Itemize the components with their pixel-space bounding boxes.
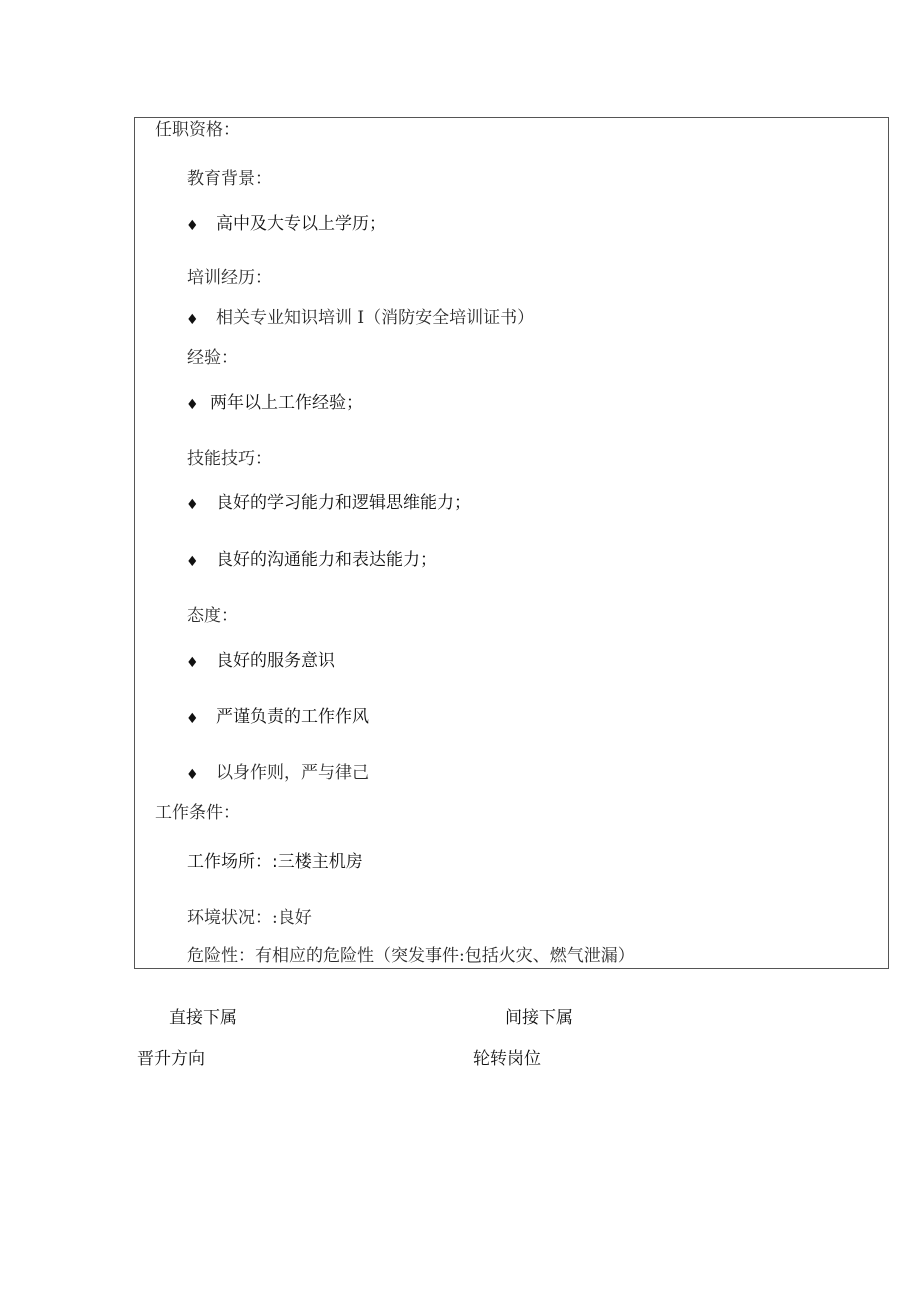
- attitude-item: 严谨负责的工作作风: [216, 707, 369, 727]
- rotation-positions-label: 轮转岗位: [473, 1049, 541, 1069]
- qualifications-table: [134, 117, 889, 969]
- bullet-diamond-icon: ♦: [186, 497, 199, 513]
- bullet-diamond-icon: ♦: [186, 767, 199, 783]
- work-hazard: 危险性：有相应的危险性（突发事件:包括火灾、燃气泄漏）: [187, 946, 635, 966]
- skills-label: 技能技巧：: [187, 449, 272, 469]
- experience-item: 两年以上工作经验；: [210, 393, 363, 413]
- attitude-item: 以身作则，严与律己: [216, 763, 369, 783]
- direct-subordinates-label: 直接下属: [169, 1008, 237, 1028]
- training-item: 相关专业知识培训 I（消防安全培训证书）: [216, 308, 535, 328]
- promotion-direction-label: 晋升方向: [137, 1049, 205, 1069]
- experience-label: 经验：: [187, 348, 238, 368]
- indirect-subordinates-label: 间接下属: [505, 1008, 573, 1028]
- bullet-diamond-icon: ♦: [186, 218, 199, 234]
- education-item: 高中及大专以上学历；: [216, 214, 386, 234]
- training-label: 培训经历：: [187, 268, 272, 288]
- education-label: 教育背景：: [187, 169, 272, 189]
- work-environment: 环境状况：:良好: [187, 908, 312, 928]
- qualifications-heading: 任职资格：: [155, 120, 240, 140]
- bullet-diamond-icon: ♦: [186, 312, 199, 328]
- skills-item: 良好的沟通能力和表达能力；: [216, 550, 437, 570]
- work-location: 工作场所：:三楼主机房: [187, 852, 363, 872]
- bullet-diamond-icon: ♦: [186, 554, 199, 570]
- bullet-diamond-icon: ♦: [186, 711, 199, 727]
- bullet-diamond-icon: ♦: [186, 397, 199, 413]
- work-conditions-heading: 工作条件：: [155, 803, 240, 823]
- skills-item: 良好的学习能力和逻辑思维能力；: [216, 493, 471, 513]
- attitude-item: 良好的服务意识: [216, 651, 335, 671]
- attitude-label: 态度：: [187, 606, 238, 626]
- bullet-diamond-icon: ♦: [186, 655, 199, 671]
